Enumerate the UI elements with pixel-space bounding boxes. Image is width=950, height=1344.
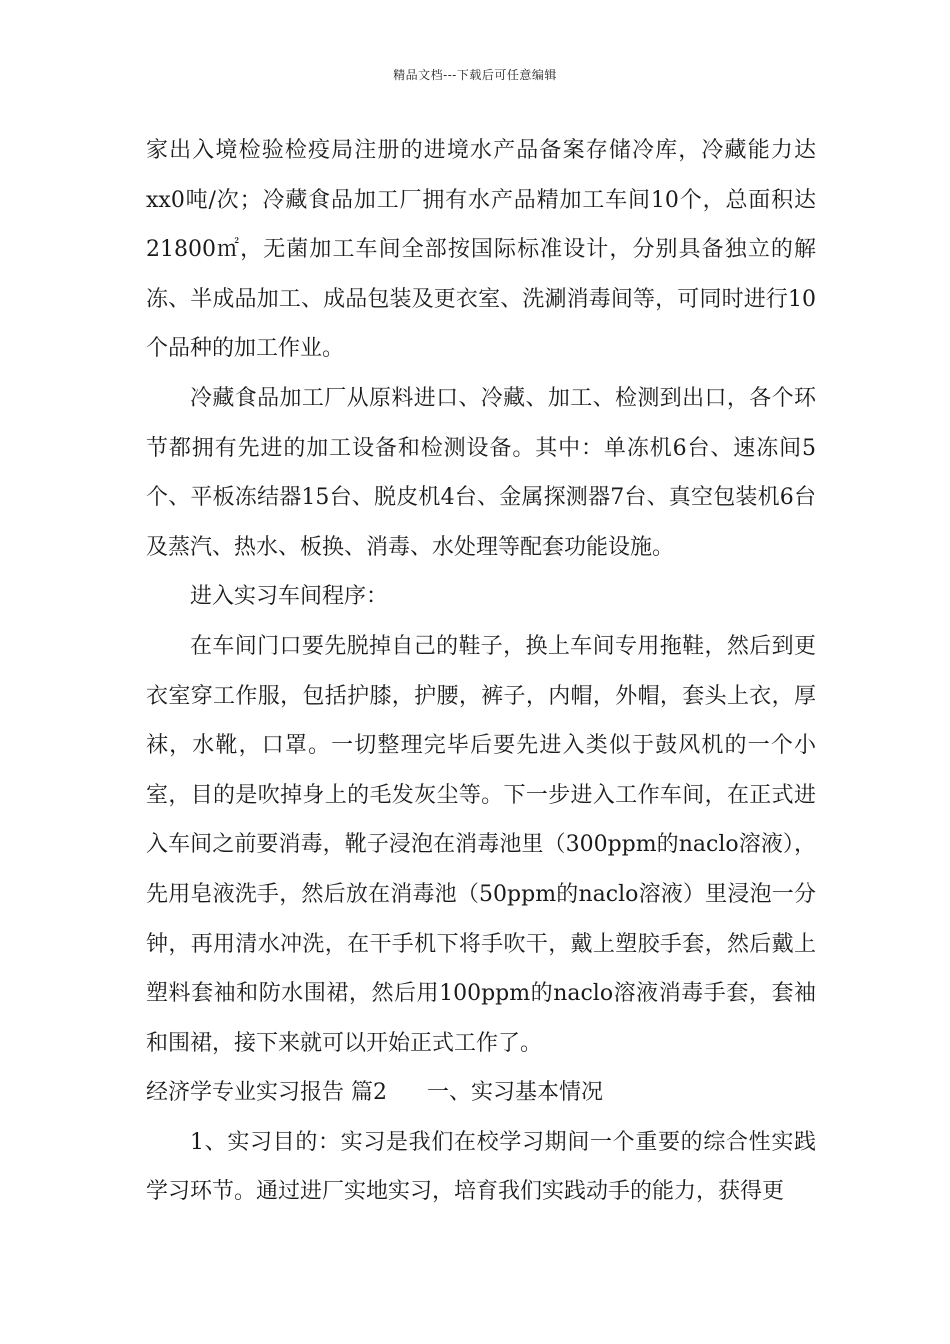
- paragraph-workshop-procedure: 在车间门口要先脱掉自己的鞋子，换上车间专用拖鞋，然后到更衣室穿工作服，包括护膝，护腰，裤子，内帽，外帽，套头上衣，厚袜，水靴，口罩。一切整理完毕后要先进入类似于鼓风机的一个小室，目的是吹掉身上的毛发灰尘等。下一步进入工作车间，在正式进入车间之前要消毒，靴子浸泡在消毒池里（300ppm的naclo溶液），先用皂液洗手，然后放在消毒池（50ppm的naclo溶液）里浸泡一分钟，再用清水冲洗，在干手机下将手吹干，戴上塑胶手套，然后戴上塑料套袖和防水围裙，然后用100ppm的naclo溶液消毒手套，套袖和围裙，接下来就可以开始正式工作了。: [146, 633, 816, 1056]
- paragraph-internship-purpose: 1、实习目的：实习是我们在校学习期间一个重要的综合性实践学习环节。通过进厂实地实习，培育我们实践动手的能力，获得更: [146, 1129, 816, 1205]
- section-heading-title: 经济学专业实习报告 篇2: [146, 1080, 387, 1106]
- section-heading: [146, 1068, 816, 1118]
- section-heading-subtitle: 一、实习基本情况: [427, 1080, 604, 1106]
- document-body: [146, 126, 816, 1217]
- page-header: 精品文档---下载后可任意编辑: [393, 68, 557, 82]
- paragraph-cold-storage: 家出入境检验检疫局注册的进境水产品备案存储冷库，冷藏能力达xx0吨/次；冷藏食品加工厂拥有水产品精加工车间10个，总面积达21800㎡，无菌加工车间全部按国际标准设计，分别具备独立的解冻、半成品加工、成品包装及更衣室、洗涮消毒间等，可同时进行10个品种的加工作业。: [146, 138, 816, 362]
- paragraph-equipment: 冷藏食品加工厂从原料进口、冷藏、加工、检测到出口，各个环节都拥有先进的加工设备和检测设备。其中：单冻机6台、速冻间5个、平板冻结器15台、脱皮机4台、金属探测器7台、真空包装机6台及蒸汽、热水、板换、消毒、水处理等配套功能设施。: [146, 385, 816, 560]
- paragraph-workshop-procedure-title: 进入实习车间程序：: [190, 584, 389, 610]
